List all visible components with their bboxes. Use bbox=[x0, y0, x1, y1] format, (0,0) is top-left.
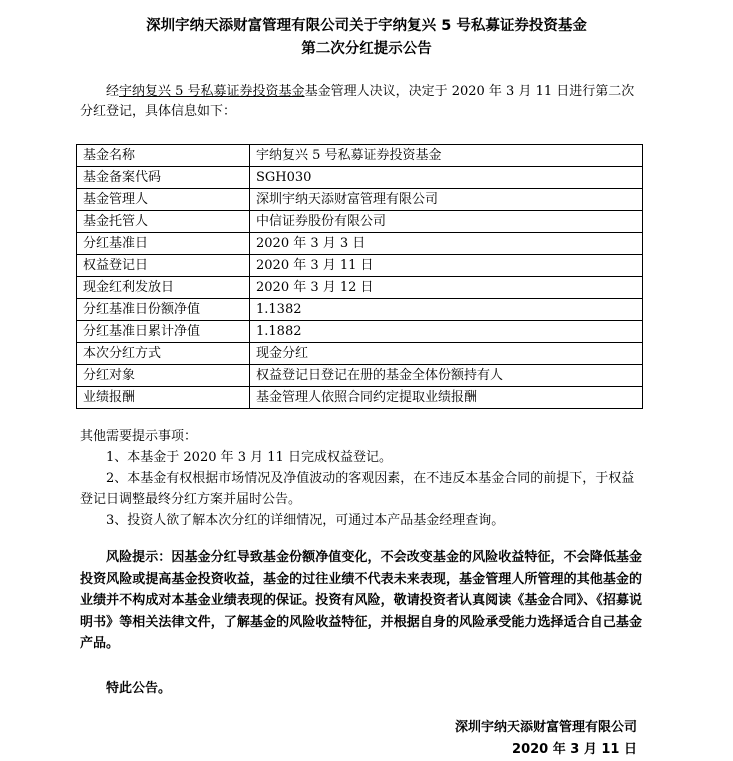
table-row bbox=[77, 387, 643, 409]
signature-company: 深圳宇纳天添财富管理有限公司 bbox=[454, 720, 637, 735]
row-key: 基金托管人 bbox=[77, 211, 250, 233]
row-value: 1.1382 bbox=[250, 299, 643, 321]
row-key: 分红基准日累计净值 bbox=[77, 321, 250, 343]
note-item: 1、本基金于 2020 年 3 月 11 日完成权益登记。 bbox=[106, 450, 392, 465]
row-key: 基金管理人 bbox=[77, 189, 250, 211]
intro-suffix: 基金管理人决议，决定于 2020 年 3 月 11 日进行第二次分红登记，具体信息如下： bbox=[80, 84, 635, 119]
row-value: 2020 年 3 月 3 日 bbox=[250, 233, 643, 255]
row-value: 2020 年 3 月 12 日 bbox=[250, 277, 643, 299]
risk-warning: 风险提示：因基金分红导致基金份额净值变化，不会改变基金的风险收益特征，不会降低基金投资风险或提高基金投资收益，基金的过往业绩不代表未来表现，基金管理人所管理的其他基金的业绩并不构成对本基金业绩表现的保证。投资有风险，敬请投资者认真阅读《基金合同》、《招募说明书》等相关法律文件，了解基金的风险收益特征，并根据自身的风险承受能力选择适合自己基金产品。 bbox=[80, 550, 642, 651]
row-value: 2020 年 3 月 11 日 bbox=[250, 255, 643, 277]
row-key: 基金备案代码 bbox=[77, 167, 250, 189]
title-line-2: 第二次分红提示公告 bbox=[301, 41, 432, 57]
row-value: 现金分红 bbox=[250, 343, 643, 365]
row-key: 分红基准日份额净值 bbox=[77, 299, 250, 321]
row-value: 1.1882 bbox=[250, 321, 643, 343]
row-key: 现金红利发放日 bbox=[77, 277, 250, 299]
notes-heading: 其他需要提示事项： bbox=[80, 429, 198, 444]
table-row bbox=[77, 277, 643, 299]
row-value: 中信证券股份有限公司 bbox=[250, 211, 643, 233]
table-row bbox=[77, 145, 643, 167]
closing-statement: 特此公告。 bbox=[106, 681, 172, 696]
row-key: 权益登记日 bbox=[77, 255, 250, 277]
intro-prefix: 经 bbox=[106, 84, 120, 99]
dividend-info-table bbox=[76, 144, 643, 409]
note-item: 2、本基金有权根据市场情况及净值波动的客观因素，在不违反本基金合同的前提下，于权益登记日调整最终分红方案并届时公告。 bbox=[80, 471, 635, 507]
row-key: 分红基准日 bbox=[77, 233, 250, 255]
table-row bbox=[77, 321, 643, 343]
table-row bbox=[77, 365, 643, 387]
notes-section bbox=[80, 426, 640, 531]
row-key: 业绩报酬 bbox=[77, 387, 250, 409]
row-value: 权益登记日登记在册的基金全体份额持有人 bbox=[250, 365, 643, 387]
signature-date: 2020 年 3 月 11 日 bbox=[512, 742, 637, 757]
table-row bbox=[77, 343, 643, 365]
row-value: SGH030 bbox=[250, 167, 643, 189]
row-value: 基金管理人依照合同约定提取业绩报酬 bbox=[250, 387, 643, 409]
title-line-1: 深圳宇纳天添财富管理有限公司关于宇纳复兴 5 号私募证券投资基金 bbox=[146, 18, 587, 34]
table-row bbox=[77, 211, 643, 233]
row-value: 深圳宇纳天添财富管理有限公司 bbox=[250, 189, 643, 211]
table-row bbox=[77, 167, 643, 189]
row-key: 基金名称 bbox=[77, 145, 250, 167]
intro-paragraph bbox=[80, 82, 640, 122]
table-row bbox=[77, 299, 643, 321]
row-value: 宇纳复兴 5 号私募证券投资基金 bbox=[250, 145, 643, 167]
row-key: 本次分红方式 bbox=[77, 343, 250, 365]
row-key: 分红对象 bbox=[77, 365, 250, 387]
table-row bbox=[77, 255, 643, 277]
note-item: 3、投资人欲了解本次分红的详细情况，可通过本产品基金经理查询。 bbox=[106, 513, 505, 528]
table-row bbox=[77, 233, 643, 255]
intro-fund-name: 宇纳复兴 5 号私募证券投资基金 bbox=[119, 84, 305, 99]
table-row bbox=[77, 189, 643, 211]
